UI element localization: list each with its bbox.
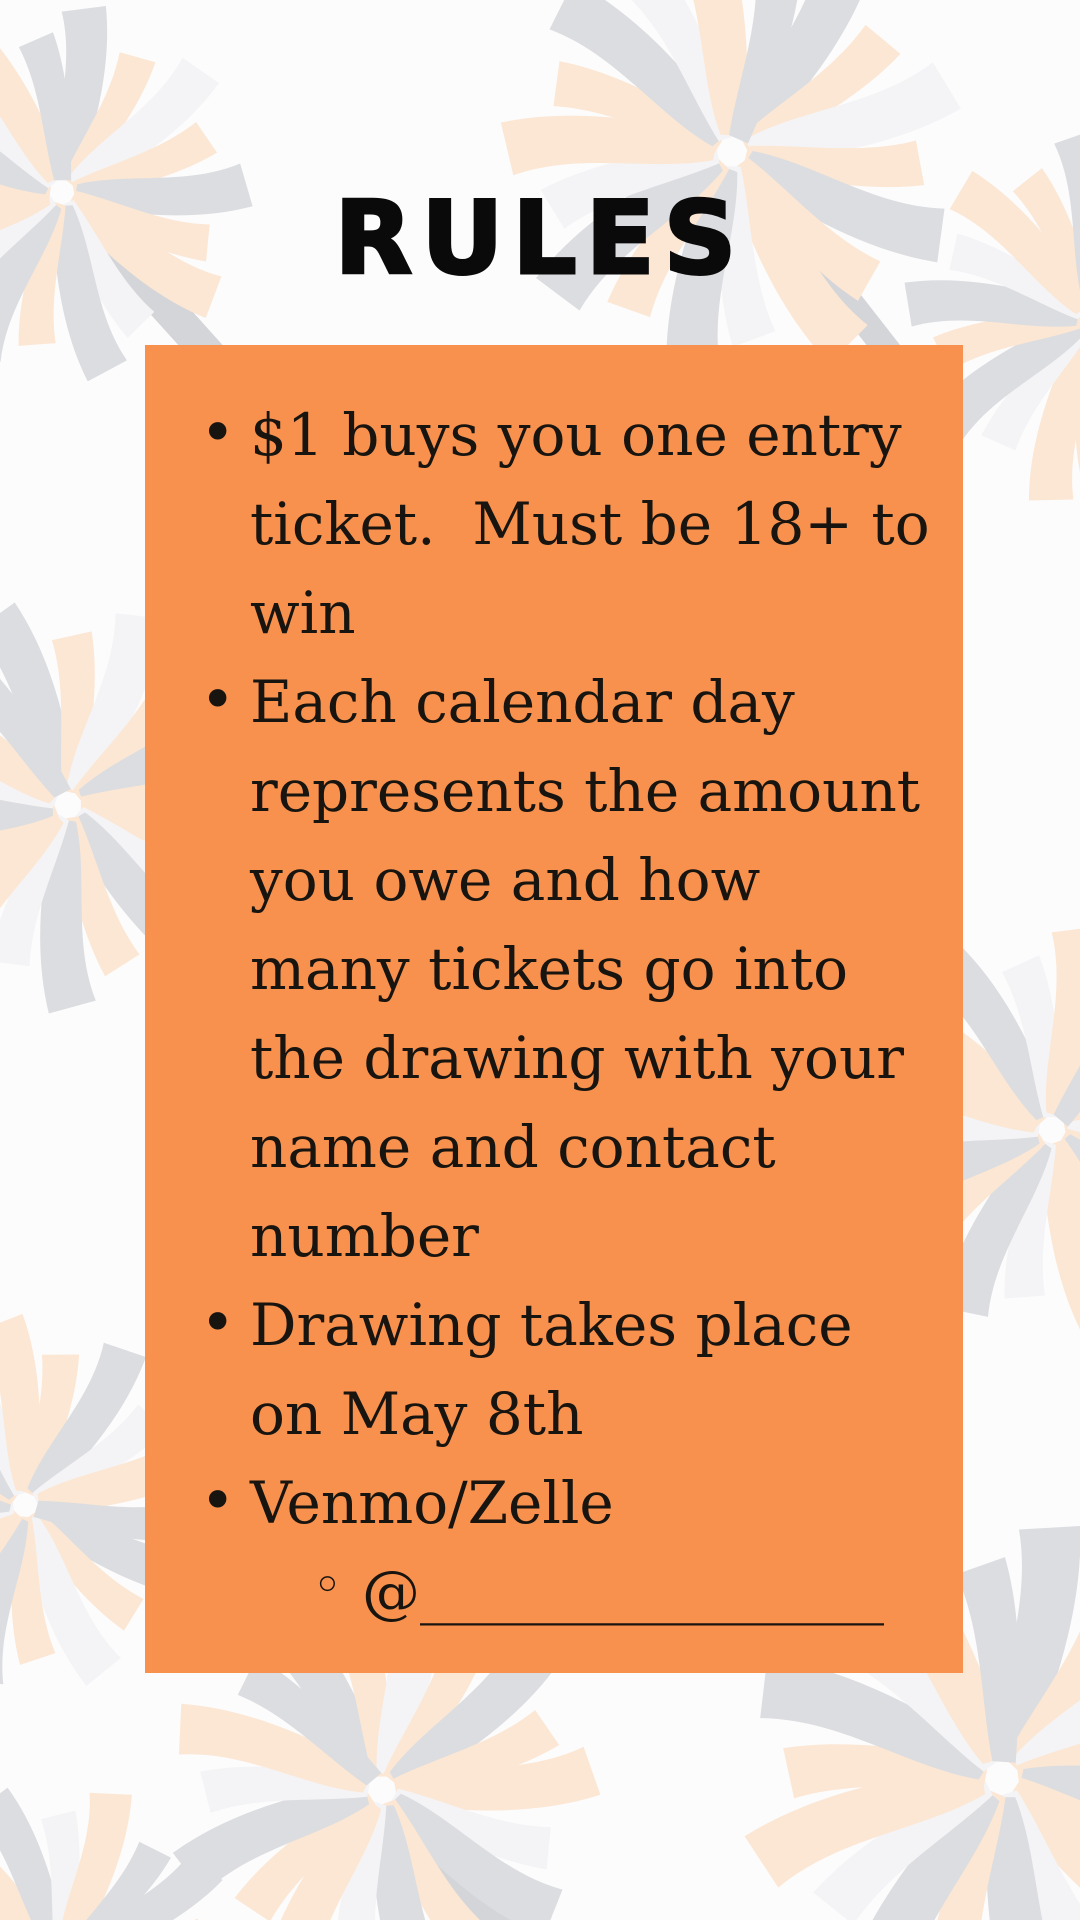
bullet-icon: • xyxy=(200,665,236,735)
rule-text-calendar: Each calendar day represents the amount you owe and how many tickets go into the drawing with your name and contact number xyxy=(250,668,939,1270)
bullet-icon: • xyxy=(200,1288,236,1358)
hollow-bullet-icon: ◦ xyxy=(312,1556,343,1616)
rule-item-entry xyxy=(200,391,949,658)
rules-panel xyxy=(145,345,963,1673)
rule-text-payment: Venmo/Zelle xyxy=(250,1469,614,1537)
sub-rule-handle xyxy=(250,1548,935,1637)
bullet-icon: • xyxy=(200,398,236,468)
rule-text-drawing-date: Drawing takes place on May 8th xyxy=(250,1291,871,1448)
rules-list xyxy=(200,391,949,1637)
rule-text-entry: $1 buys you one entry ticket. Must be 18+ to win xyxy=(250,401,949,647)
rule-item-calendar xyxy=(200,658,939,1281)
venmo-handle-blank: @________________ xyxy=(362,1558,884,1626)
rule-item-drawing-date xyxy=(200,1281,935,1459)
rule-item-payment xyxy=(200,1459,935,1637)
page-title: RULES xyxy=(334,179,746,297)
bullet-icon: • xyxy=(200,1466,236,1536)
